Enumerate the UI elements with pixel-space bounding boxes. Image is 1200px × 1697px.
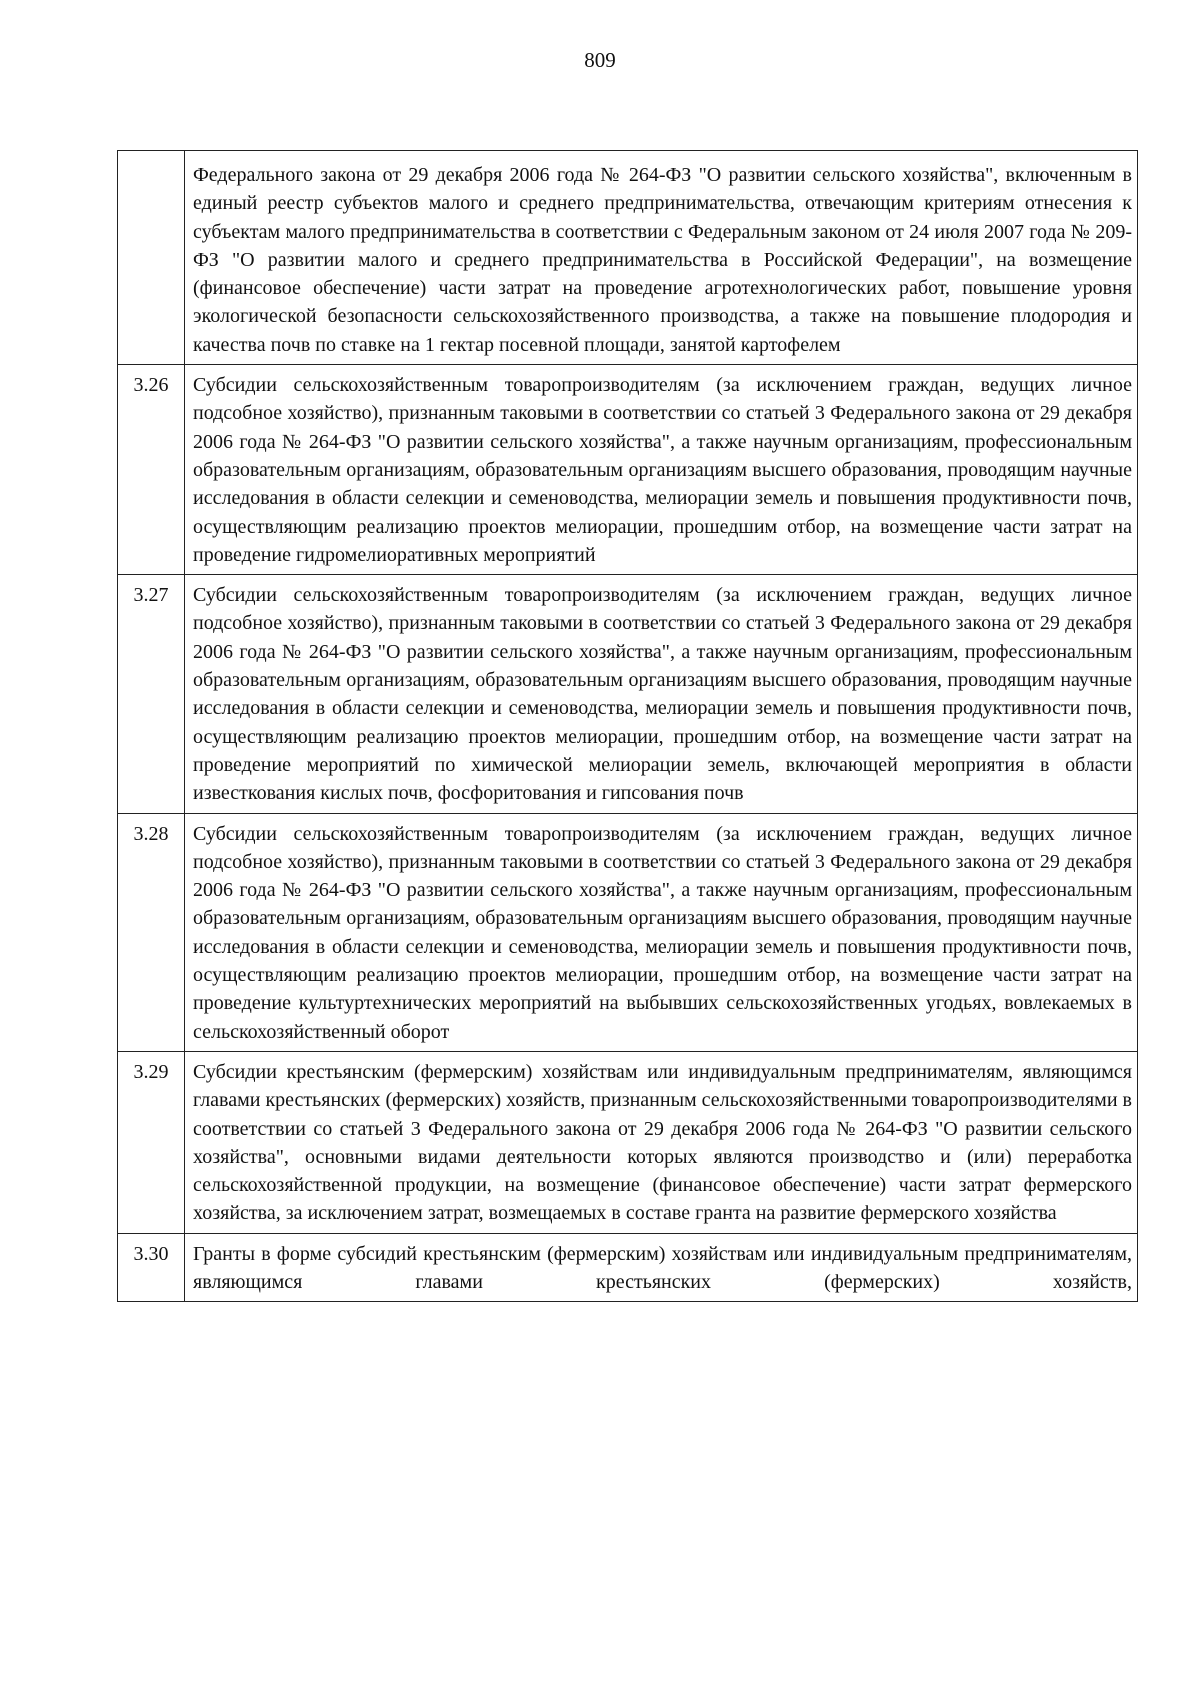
row-number: 3.28 bbox=[118, 813, 185, 1051]
row-number bbox=[118, 151, 185, 365]
table-row bbox=[118, 575, 1138, 813]
row-text: Субсидии сельскохозяйственным товаропроизводителям (за исключением граждан, ведущих личное подсобное хозяйство), признанным таковыми в соответствии со статьей 3 Федерального закона от 29 декабря 2006 года № 264-ФЗ "О развитии сельского хозяйства", а также научным организациям, профессиональным образовательным организациям, образовательным организациям высшего образования, проводящим научные исследования в области селекции и семеноводства, мелиорации земель и повышения продуктивности почв, осуществляющим реализацию проектов мелиорации, прошедшим отбор, на возмещение части затрат на проведение культуртехнических мероприятий на выбывших сельскохозяйственных угодьях, вовлекаемых в сельскохозяйственный оборот bbox=[185, 813, 1138, 1051]
row-text: Гранты в форме субсидий крестьянским (фермерским) хозяйствам или индивидуальным предпринимателям, являющимся главами крестьянских (фермерских) хозяйств, bbox=[185, 1233, 1138, 1302]
page-number: 809 bbox=[584, 48, 616, 72]
row-number: 3.26 bbox=[118, 365, 185, 575]
subsidy-table bbox=[117, 150, 1138, 1302]
row-number: 3.27 bbox=[118, 575, 185, 813]
table-row bbox=[118, 1233, 1138, 1302]
row-text: Субсидии крестьянским (фермерским) хозяйствам или индивидуальным предпринимателям, являющимся главами крестьянских (фермерских) хозяйств, признанным сельскохозяйственными товаропроизводителями в соответствии со статьей 3 Федерального закона от 29 декабря 2006 года № 264-ФЗ "О развитии сельского хозяйства", основными видами деятельности которых являются производство и (или) переработка сельскохозяйственной продукции, на возмещение (финансовое обеспечение) части затрат фермерского хозяйства, за исключением затрат, возмещаемых в составе гранта на развитие фермерского хозяйства bbox=[185, 1051, 1138, 1233]
row-number: 3.30 bbox=[118, 1233, 185, 1302]
row-text: Федерального закона от 29 декабря 2006 года № 264-ФЗ "О развитии сельского хозяйства", включенным в единый реестр субъектов малого и среднего предпринимательства, отвечающим критериям отнесения к субъектам малого предпринимательства в соответствии с Федеральным законом от 24 июля 2007 года № 209-ФЗ "О развитии малого и среднего предпринимательства в Российской Федерации", на возмещение (финансовое обеспечение) части затрат на проведение агротехнологических работ, повышение уровня экологической безопасности сельскохозяйственного производства, а также на повышение плодородия и качества почв по ставке на 1 гектар посевной площади, занятой картофелем bbox=[185, 151, 1138, 365]
row-text: Субсидии сельскохозяйственным товаропроизводителям (за исключением граждан, ведущих личное подсобное хозяйство), признанным таковыми в соответствии со статьей 3 Федерального закона от 29 декабря 2006 года № 264-ФЗ "О развитии сельского хозяйства", а также научным организациям, профессиональным образовательным организациям, образовательным организациям высшего образования, проводящим научные исследования в области селекции и семеноводства, мелиорации земель и повышения продуктивности почв, осуществляющим реализацию проектов мелиорации, прошедшим отбор, на возмещение части затрат на проведение мероприятий по химической мелиорации земель, включающей мероприятия в области известкования кислых почв, фосфоритования и гипсования почв bbox=[185, 575, 1138, 813]
table-row bbox=[118, 365, 1138, 575]
row-text: Субсидии сельскохозяйственным товаропроизводителям (за исключением граждан, ведущих личное подсобное хозяйство), признанным таковыми в соответствии со статьей 3 Федерального закона от 29 декабря 2006 года № 264-ФЗ "О развитии сельского хозяйства", а также научным организациям, профессиональным образовательным организациям, образовательным организациям высшего образования, проводящим научные исследования в области селекции и семеноводства, мелиорации земель и повышения продуктивности почв, осуществляющим реализацию проектов мелиорации, прошедшим отбор, на возмещение части затрат на проведение гидромелиоративных мероприятий bbox=[185, 365, 1138, 575]
table-row bbox=[118, 151, 1138, 365]
table-row bbox=[118, 1051, 1138, 1233]
row-number: 3.29 bbox=[118, 1051, 185, 1233]
table-row bbox=[118, 813, 1138, 1051]
